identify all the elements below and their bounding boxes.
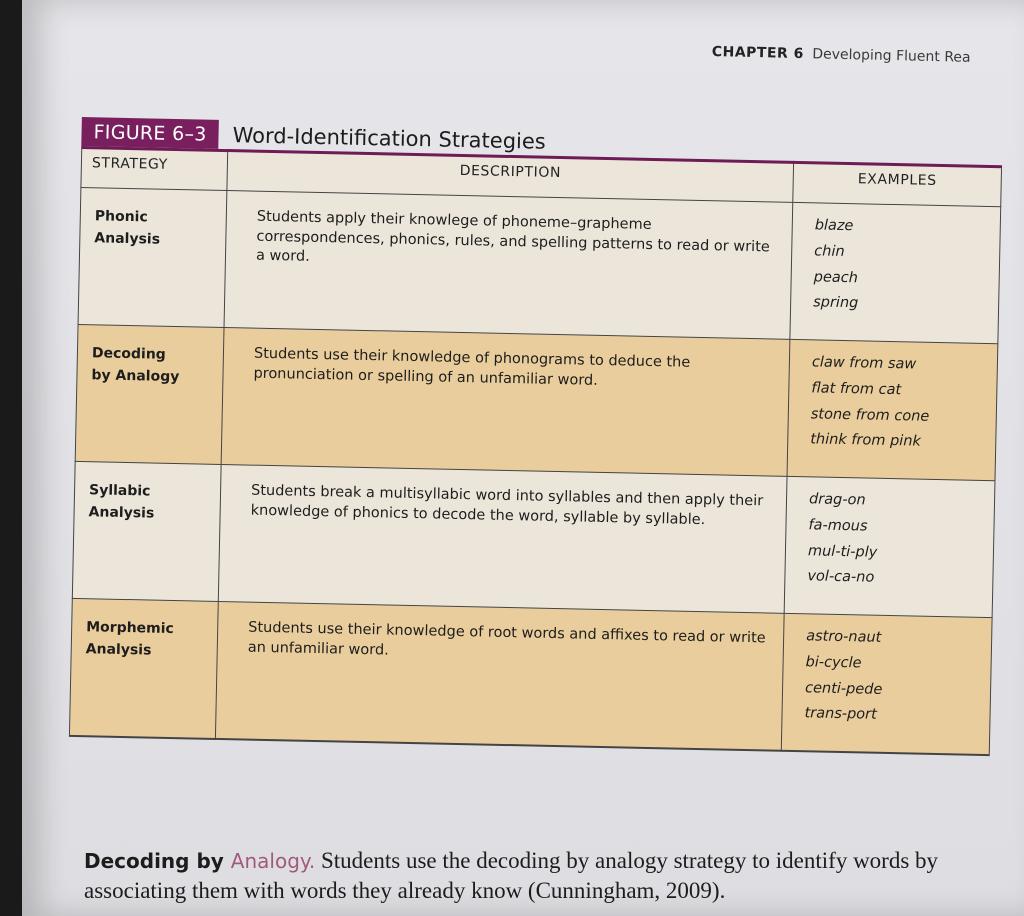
paragraph-heading <box>84 849 315 873</box>
figure-caption: Word-Identification Strategies <box>232 123 546 154</box>
paragraph-heading-part2: Analogy. <box>230 849 316 873</box>
example-word: stone from cone <box>810 405 930 425</box>
strategy-cell <box>69 598 218 739</box>
chapter-number: CHAPTER 6 <box>711 44 805 63</box>
example-word: peach <box>813 268 859 286</box>
table-row <box>75 324 998 480</box>
table-row <box>78 187 1001 343</box>
figure <box>69 112 1002 756</box>
example-word: bi-cycle <box>805 654 862 672</box>
example-word: think from pink <box>810 431 922 451</box>
strategy-line: Syllabic <box>88 482 151 500</box>
description-cell: Students break a multisyllabic word into syllables and then apply their knowledge of phonics to decode the word, syllable by syllable. <box>218 464 787 613</box>
strategy-cell <box>75 324 224 464</box>
example-word: chin <box>814 243 845 260</box>
strategy-cell <box>78 187 227 327</box>
figure-label: FIGURE 6–3 <box>81 117 219 149</box>
strategy-line: Decoding <box>91 345 166 363</box>
column-header-strategy: STRATEGY <box>81 148 228 191</box>
paragraph-text: Students use the decoding by analogy strategy to identify words by associating them with words they already know (Cunningham, 2009). <box>84 848 939 903</box>
examples-cell <box>781 613 992 755</box>
description-cell: Students apply their knowlege of phoneme–grapheme correspondences, phonics, rules, and spelling patterns to read or write a word. <box>224 191 793 340</box>
examples-cell <box>790 202 1001 343</box>
strategy-line: Phonic <box>94 208 148 226</box>
strategies-table <box>69 146 1002 756</box>
column-header-examples: EXAMPLES <box>793 162 1002 206</box>
strategy-line: Analysis <box>85 640 152 659</box>
chapter-title: Developing Fluent Rea <box>812 46 971 66</box>
example-word: centi-pede <box>804 679 883 698</box>
book-page <box>22 0 1024 916</box>
example-word: fa-mous <box>808 517 868 535</box>
column-header-description: DESCRIPTION <box>227 151 794 203</box>
body-paragraph <box>84 846 1024 906</box>
examples-cell <box>784 476 995 617</box>
example-word: claw from saw <box>811 354 917 373</box>
strategy-cell <box>72 461 221 601</box>
description-cell: Students use their knowledge of phonograms to deduce the pronunciation or spelling of an unfamiliar word. <box>221 328 790 477</box>
strategy-line: Analysis <box>94 229 161 248</box>
example-word: flat from cat <box>811 380 902 399</box>
strategy-line: by Analogy <box>91 366 180 385</box>
example-word: mul-ti-ply <box>807 542 878 561</box>
table-row <box>72 461 995 617</box>
strategy-line: Morphemic <box>86 619 174 638</box>
example-word: spring <box>812 294 859 312</box>
running-header <box>712 44 971 66</box>
example-word: vol-ca-no <box>807 568 875 587</box>
examples-cell <box>787 339 998 480</box>
example-word: trans-port <box>804 705 877 724</box>
strategy-line: Analysis <box>88 503 155 522</box>
table-row <box>69 598 992 755</box>
example-word: astro-naut <box>806 628 882 646</box>
paragraph-heading-part1: Decoding by <box>84 849 224 873</box>
example-word: blaze <box>814 217 854 235</box>
description-cell: Students use their knowledge of root words and affixes to read or write an unfamiliar word. <box>215 601 784 750</box>
example-word: drag-on <box>808 491 866 509</box>
